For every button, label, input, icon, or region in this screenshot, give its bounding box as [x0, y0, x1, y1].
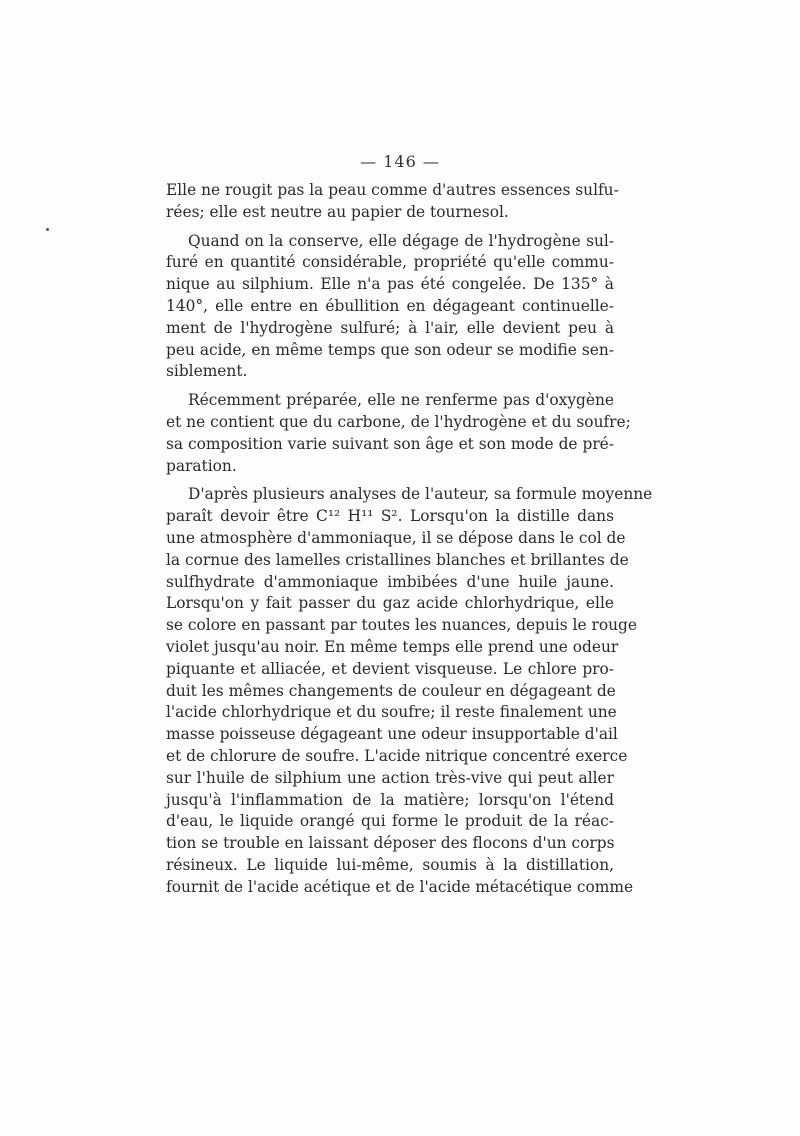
- text-line: résineux. Le liquide lui-même, soumis à la distillation,: [166, 855, 614, 874]
- text-line: Récemment préparée, elle ne renferme pas d'oxygène: [188, 391, 614, 410]
- text-line: masse poisseuse dégageant une odeur insupportable d'ail: [166, 725, 618, 744]
- text-line: 140°, elle entre en ébullition en dégageant continuelle-: [166, 296, 614, 315]
- paragraph-gap: [166, 383, 614, 390]
- text-line: paraît devoir être C¹² H¹¹ S². Lorsqu'on la distille dans: [166, 507, 614, 526]
- paragraph-4: [166, 484, 653, 898]
- text-line: et de chlorure de soufre. L'acide nitrique concentré exerce: [166, 746, 628, 765]
- text-line: nique au silphium. Elle n'a pas été congelée. De 135° à: [166, 275, 614, 294]
- text-line: fournit de l'acide acétique et de l'acide métacétique comme: [166, 877, 634, 896]
- text-line: rées; elle est neutre au papier de tournesol.: [166, 202, 509, 221]
- text-line: se colore en passant par toutes les nuances, depuis le rouge: [166, 616, 637, 635]
- text-line: sulfhydrate d'ammoniaque imbibées d'une huile jaune.: [166, 572, 614, 591]
- text-line: siblement.: [166, 362, 248, 381]
- text-line: et ne contient que du carbone, de l'hydrogène et du soufre;: [166, 412, 631, 431]
- paragraph-1: [166, 180, 619, 224]
- text-line: D'après plusieurs analyses de l'auteur, sa formule moyenne: [188, 485, 653, 504]
- text-line: furé en quantité considérable, propriété qu'elle commu-: [166, 253, 614, 272]
- text-line: Lorsqu'on y fait passer du gaz acide chlorhydrique, elle: [166, 594, 614, 613]
- text-line: sa composition varie suivant son âge et son mode de pré-: [166, 434, 614, 453]
- paragraph-gap: [166, 477, 614, 484]
- text-line: paration.: [166, 456, 237, 475]
- text-line: Quand on la conserve, elle dégage de l'hydrogène sul-: [188, 231, 614, 250]
- text-line: l'acide chlorhydrique et du soufre; il reste finalement une: [166, 703, 617, 722]
- text-line: Elle ne rougit pas la peau comme d'autres essences sulfu-: [166, 181, 619, 199]
- text-line: tion se trouble en laissant déposer des flocons d'un corps: [166, 834, 615, 853]
- text-line: sur l'huile de silphium une action très-vive qui peut aller: [166, 768, 614, 787]
- page-number: — 146 —: [360, 152, 440, 171]
- text-line: la cornue des lamelles cristallines blanches et brillantes de: [166, 550, 629, 569]
- text-line: jusqu'à l'inflammation de la matière; lorsqu'on l'étend: [166, 790, 614, 809]
- text-line: piquante et alliacée, et devient visqueuse. Le chlore pro-: [166, 659, 614, 678]
- text-line: une atmosphère d'ammoniaque, il se dépose dans le col de: [166, 528, 626, 547]
- paragraph-gap: [166, 224, 614, 231]
- text-line: ment de l'hydrogène sulfuré; à l'air, elle devient peu à: [166, 318, 614, 337]
- text-line: d'eau, le liquide orangé qui forme le produit de la réac-: [166, 812, 614, 831]
- text-line: duit les mêmes changements de couleur en dégageant de: [166, 681, 616, 700]
- paragraph-2: [166, 231, 614, 384]
- paragraph-3: [166, 390, 631, 477]
- text-line: violet jusqu'au noir. En même temps elle prend une odeur: [166, 637, 619, 656]
- body-text: [166, 180, 653, 899]
- text-line: peu acide, en même temps que son odeur se modifie sen-: [166, 340, 614, 359]
- ink-speck: [46, 228, 49, 231]
